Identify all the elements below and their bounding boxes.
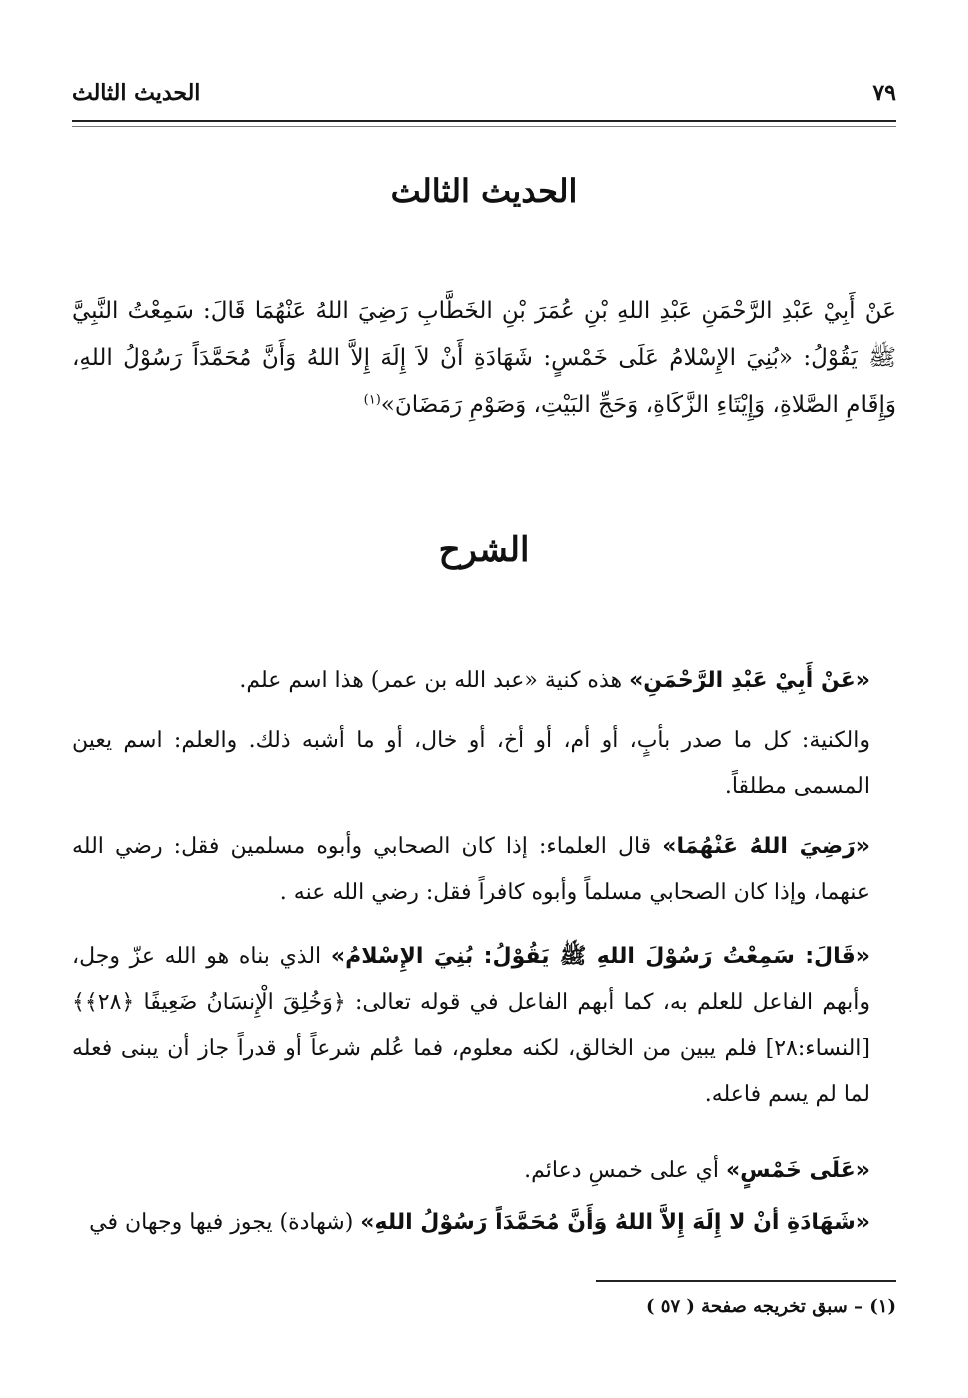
paragraph-text: قال العلماء: إذا كان الصحابي وأبوه مسلمين فقل: رضي الله عنهما، وإذا كان الصحابي مسلماً وأبوه كافراً فقل: رضي الله عنه .: [72, 834, 870, 905]
sharh-title: الشرح: [438, 530, 530, 570]
running-title: الحديث الثالث: [72, 80, 201, 106]
hadith-text-block: [72, 288, 896, 429]
paragraph-lead: «عَلَى خَمْسٍ»: [725, 1158, 870, 1183]
paragraph-lead: «قَالَ: سَمِعْتُ رَسُوْلَ اللهِ ﷺ يَقُوْلُ: بُنِيَ الإِسْلامُ»: [330, 944, 870, 969]
running-header: [72, 80, 896, 120]
paragraph-lead: «شَهَادَةِ أنْ لا إِلَهَ إِلاَّ اللهُ وَأَنَّ مُحَمَّدَاً رَسُوْلُ اللهِ»: [360, 1210, 870, 1235]
paragraph-text: الذي بناه هو الله عزّ وجل، وأبهم الفاعل للعلم به، كما أبهم الفاعل في قوله تعالى: ﴿وَخُلِقَ الْإِنسَانُ ضَعِيفًا ﴿٢٨﴾﴾ [النساء:٢٨] فلم يبين من الخالق، لكنه معلوم، فما عُلم شرعاً أو قدراً جاز أن يبنى فعله لما لم يسم فاعله.: [72, 944, 870, 1107]
paragraph-text: (شهادة) يجوز فيها وجهان في: [89, 1210, 361, 1235]
sharh-paragraph: [72, 1148, 896, 1194]
hadith-text: عَنْ أَبِيْ عَبْدِ الرَّحْمَنِ عَبْدِ اللهِ بْنِ عُمَرَ بْنِ الخَطَّابِ رَضِيَ اللهُ عَنْهُمَا قَالَ: سَمِعْتُ النَّبِيَّ ﷺ يَقُوْلُ: «بُنِيَ الإِسْلامُ عَلَى خَمْسٍ: شَهَادَةِ أَنْ لاَ إِلَهَ إِلاَّ اللهُ وَأَنَّ مُحَمَّدَاً رَسُوْلُ اللهِ، وَإِقَامِ الصَّلاةِ، وَإِيْتَاءِ الزَّكَاةِ، وَحَجِّ البَيْتِ، وَصَوْمِ رَمَضَانَ»: [72, 298, 896, 418]
footnote-reference: (١): [363, 392, 381, 408]
paragraph-text: هذه كنية «عبد الله بن عمر) هذا اسم علم.: [239, 668, 630, 693]
sharh-paragraph: [72, 658, 896, 704]
footnote: (١) – سبق تخريجه صفحة ( ٥٧ ): [645, 1296, 896, 1317]
hadith-title: الحديث الثالث: [390, 172, 578, 210]
sharh-paragraph: [72, 934, 896, 1118]
paragraph-text: أي على خمسِ دعائم.: [524, 1158, 726, 1183]
header-divider: [72, 120, 896, 127]
footnote-divider: [596, 1280, 896, 1282]
sharh-paragraph: [72, 1200, 896, 1246]
sharh-paragraph: [72, 718, 896, 810]
paragraph-text: والكنية: كل ما صدر بأبٍ، أو أم، أو أخ، أو خال، أو ما أشبه ذلك. والعلم: اسم يعين المسمى مطلقاً.: [72, 728, 870, 799]
page-number: ٧٩: [872, 80, 896, 106]
paragraph-lead: «عَنْ أَبِيْ عَبْدِ الرَّحْمَنِ»: [629, 668, 870, 693]
sharh-paragraph: [72, 824, 896, 916]
paragraph-lead: «رَضِيَ اللهُ عَنْهُمَا»: [662, 834, 870, 859]
